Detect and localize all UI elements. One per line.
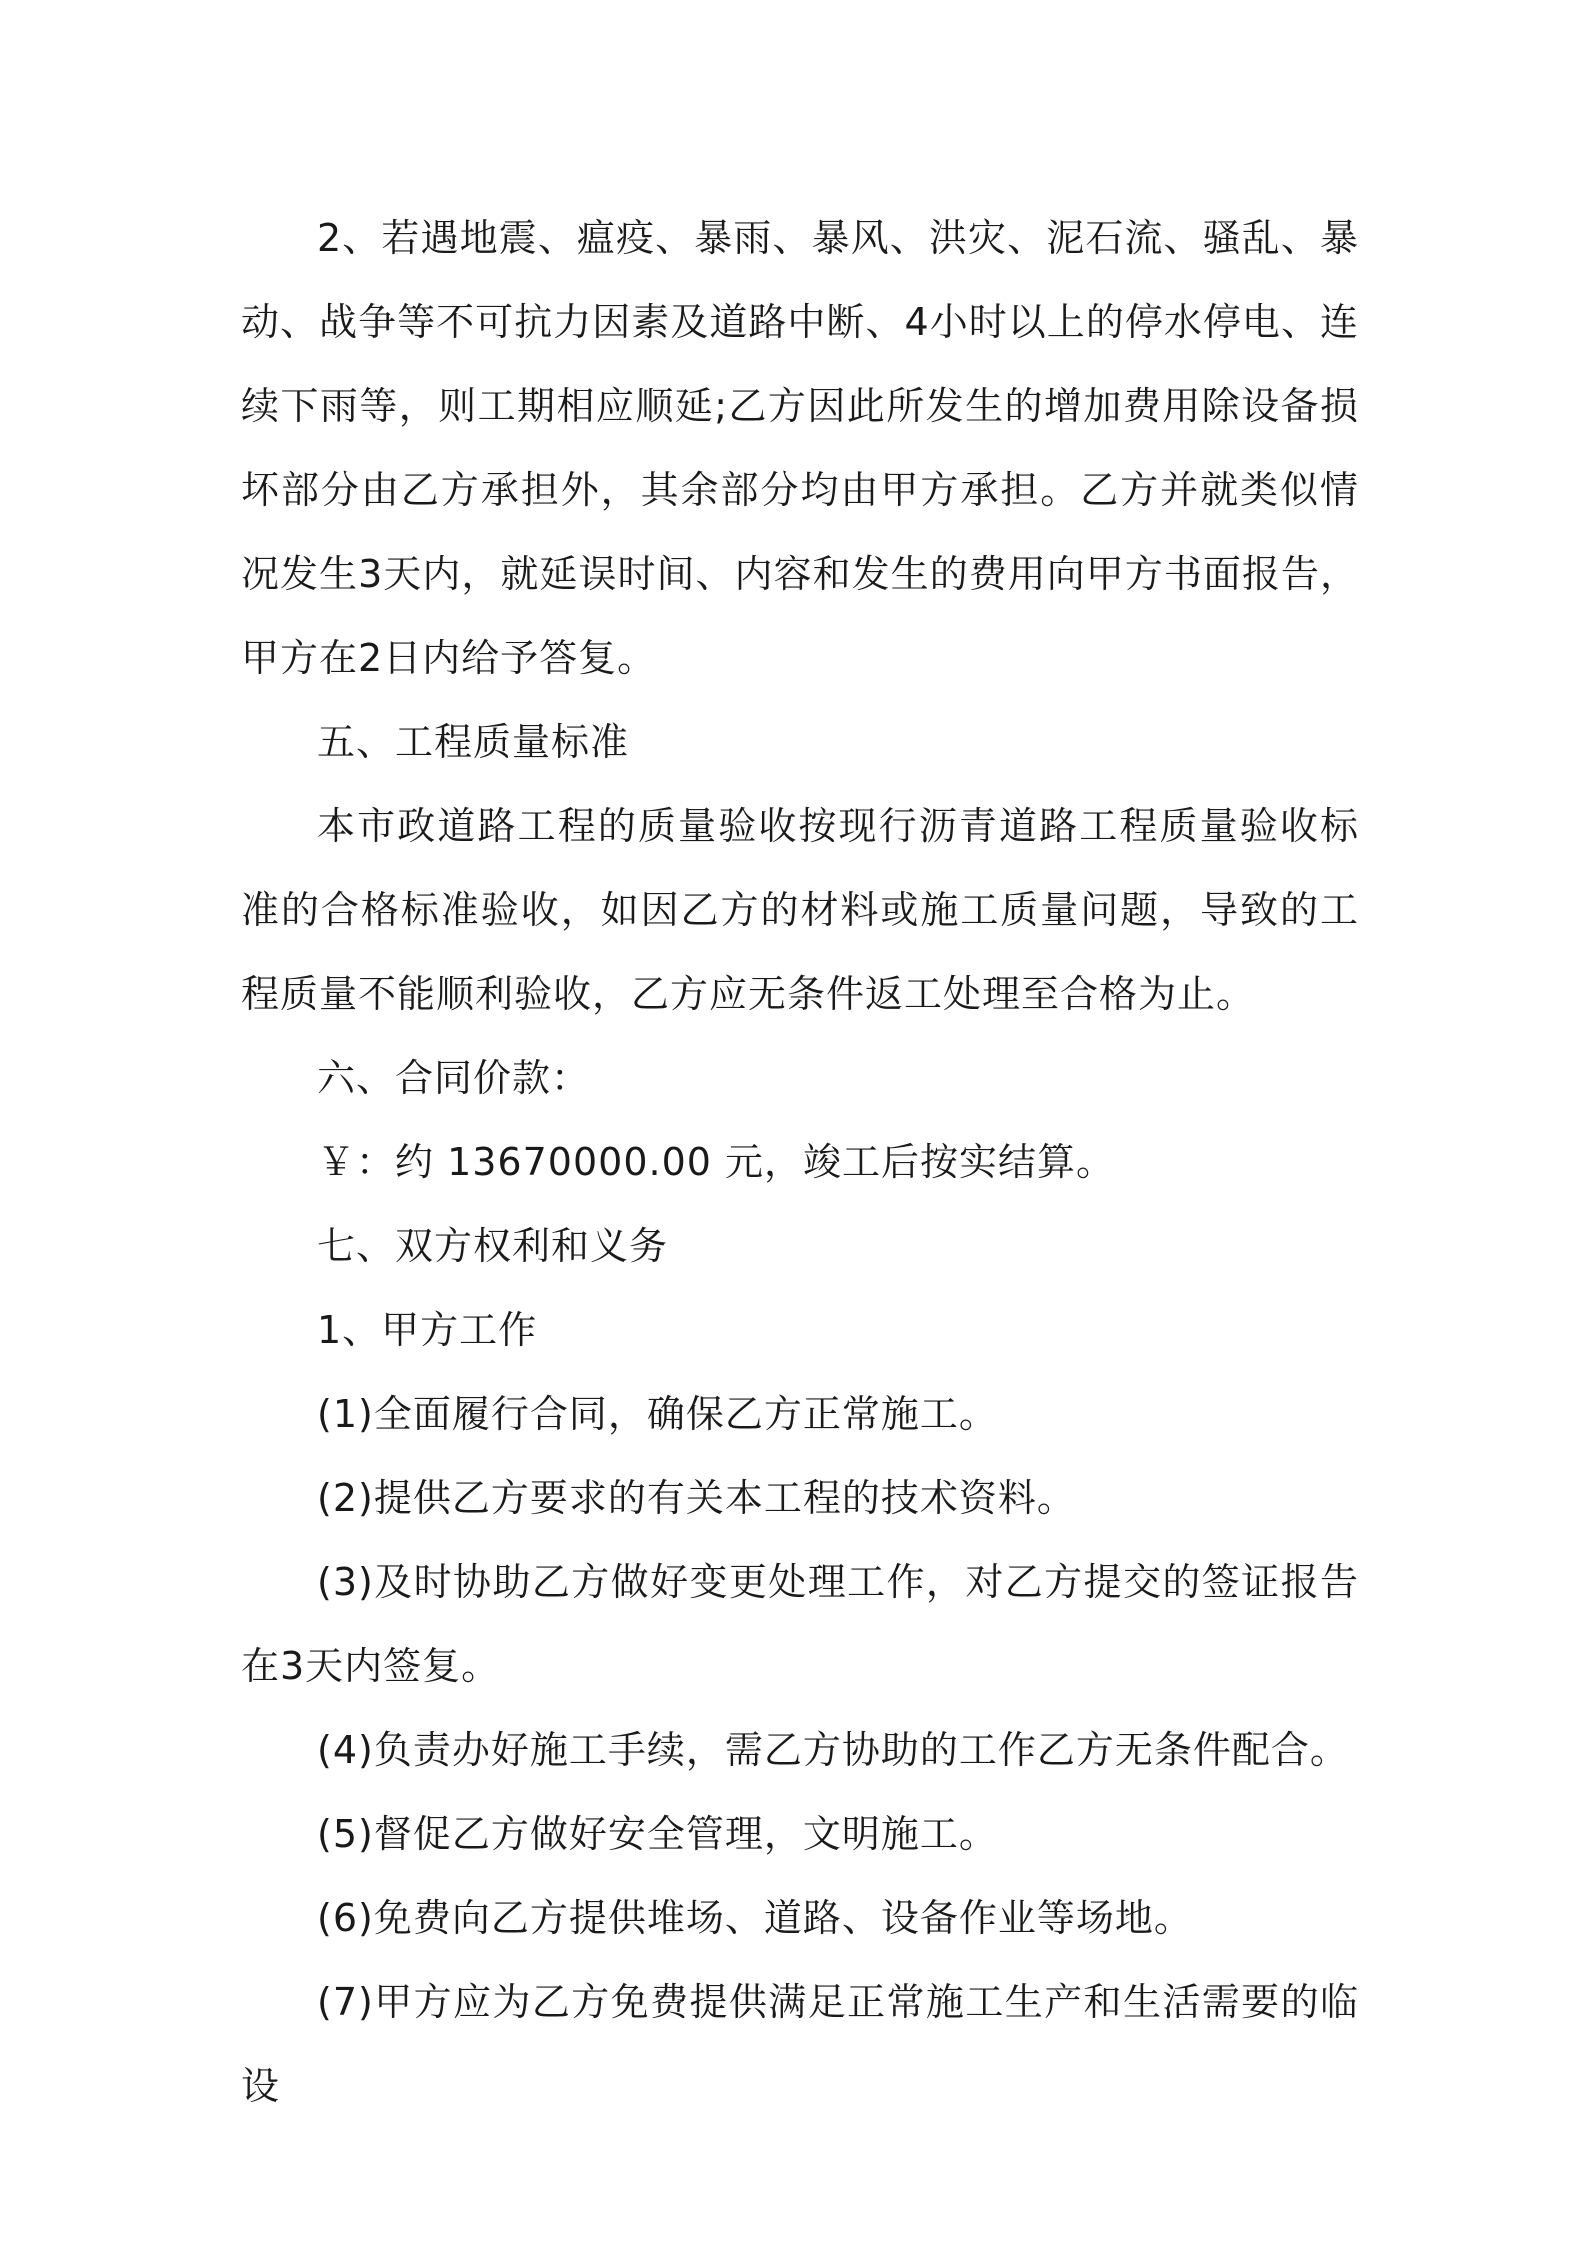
heading-quality-standard: 五、工程质量标准 <box>317 720 630 764</box>
heading-party-a-work: 1、甲方工作 <box>317 1308 538 1352</box>
list-item-5: (5)督促乙方做好安全管理，文明施工。 <box>317 1812 998 1856</box>
paragraph-quality-acceptance: 本市政道路工程的质量验收按现行沥青道路工程质量验收标准的合格标准验收，如因乙方的材料或施工质量问题，导致的工程质量不能顺利验收，乙方应无条件返工处理至合格为止。 <box>241 804 1359 1016</box>
paragraph-force-majeure: 2、若遇地震、瘟疫、暴雨、暴风、洪灾、泥石流、骚乱、暴动、战争等不可抗力因素及道路中断、4小时以上的停水停电、连续下雨等，则工期相应顺延;乙方因此所发生的增加费用除设备损坏部分由乙方承担外，其余部分均由甲方承担。乙方并就类似情况发生3天内，就延误时间、内容和发生的费用向甲方书面报告，甲方在2日内给予答复。 <box>241 216 1359 680</box>
list-item-7: (7)甲方应为乙方免费提供满足正常施工生产和生活需要的临设 <box>241 1980 1359 2108</box>
heading-contract-price: 六、合同价款： <box>317 1056 591 1100</box>
list-item-6: (6)免费向乙方提供堆场、道路、设备作业等场地。 <box>317 1896 1193 1940</box>
document-body <box>241 196 1359 2128</box>
paragraph-price-amount: ￥：约 13670000.00 元，竣工后按实结算。 <box>317 1140 1116 1184</box>
list-item-1: (1)全面履行合同，确保乙方正常施工。 <box>317 1392 998 1436</box>
list-item-4: (4)负责办好施工手续，需乙方协助的工作乙方无条件配合。 <box>317 1728 1349 1772</box>
list-item-3: (3)及时协助乙方做好变更处理工作，对乙方提交的签证报告在3天内签复。 <box>241 1560 1359 1688</box>
heading-rights-obligations: 七、双方权利和义务 <box>317 1224 669 1268</box>
list-item-2: (2)提供乙方要求的有关本工程的技术资料。 <box>317 1476 1076 1520</box>
